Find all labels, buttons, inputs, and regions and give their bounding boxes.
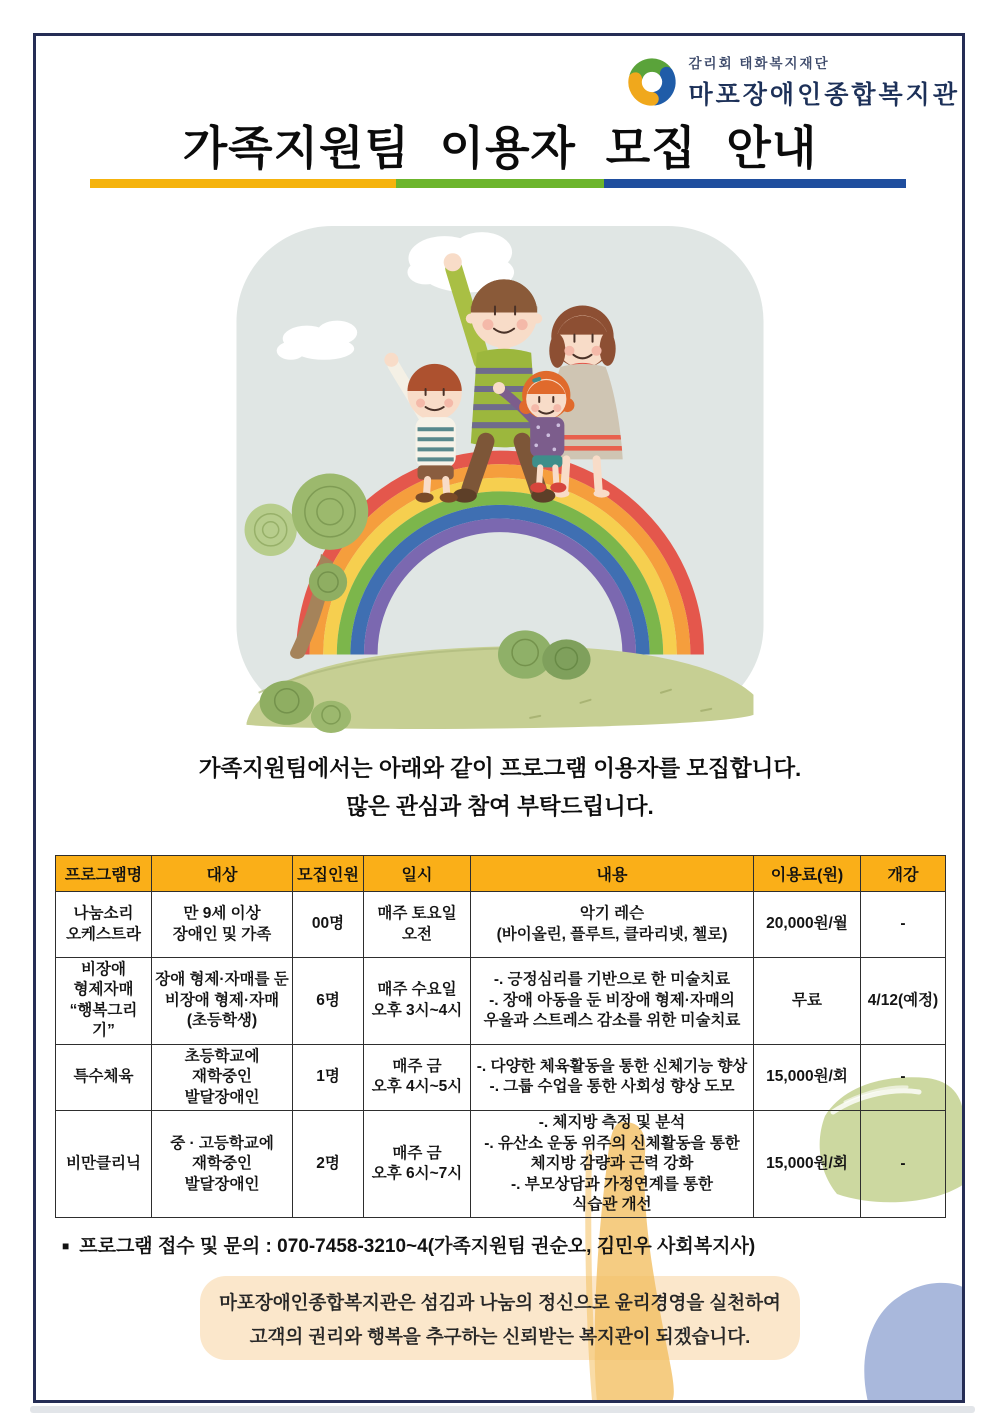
- logo-mark-icon: [625, 55, 679, 109]
- cell-program: 특수체육: [56, 1044, 152, 1110]
- mission-text: 마포장애인종합복지관은 섬김과 나눔의 정신으로 윤리경영을 실천하여 고객의 권리와 행복을 추구하는 신뢰받는 복지관이 되겠습니다.: [219, 1292, 781, 1347]
- scan-edge-artifact: [30, 1406, 975, 1413]
- contact-line: [62, 1231, 755, 1258]
- cell-schedule: 매주 토요일 오전: [364, 892, 471, 958]
- cell-start: -: [861, 892, 946, 958]
- cell-program: 비장애 형제자매 “행복그리기”: [56, 958, 152, 1045]
- cell-content: 악기 레슨 (바이올린, 플루트, 클라리넷, 첼로): [471, 892, 754, 958]
- intro-line-1: 가족지원팀에서는 아래와 같이 프로그램 이용자를 모집합니다.: [198, 756, 802, 781]
- cell-target: 장애 형제·자매를 둔 비장애 형제·자매 (초등학생): [152, 958, 293, 1045]
- column-header-content: 내용: [471, 856, 754, 892]
- cell-fee: 무료: [754, 958, 861, 1045]
- column-header-capacity: 모집인원: [293, 856, 364, 892]
- cell-content: -. 다양한 체육활동을 통한 신체기능 향상 -. 그룹 수업을 통한 사회성 향상 도모: [471, 1044, 754, 1110]
- cell-program: 비만클리닉: [56, 1111, 152, 1218]
- cell-capacity: 00명: [293, 892, 364, 958]
- logo-org-name: 마포장애인종합복지관: [688, 81, 960, 109]
- cell-schedule: 매주 수요일 오후 3시~4시: [364, 958, 471, 1045]
- program-table-wrap: [55, 855, 946, 1218]
- contact-text: 프로그램 접수 및 문의 : 070-7458-3210~4(가족지원팀 권순오, 김민우 사회복지사): [79, 1236, 756, 1257]
- column-header-start: 개강: [861, 856, 946, 892]
- column-header-fee: 이용료(원): [754, 856, 861, 892]
- cell-content: -. 체지방 측정 및 분석 -. 유산소 운동 위주의 신체활동을 통한 체지방 감량과 근력 강화 -. 부모상담과 가정연계를 통한 식습관 개선: [471, 1111, 754, 1218]
- table-header-row: [56, 856, 946, 892]
- logo-text: [688, 52, 960, 111]
- cell-start: -: [861, 1111, 946, 1218]
- deco-blue-blob: [858, 1278, 964, 1402]
- cell-start: -: [861, 1044, 946, 1110]
- family-illustration: [228, 220, 772, 738]
- cell-content: -. 긍정심리를 기반으로 한 미술치료 -. 장애 아동을 둔 비장애 형제·자매의 우울과 스트레스 감소를 위한 미술치료: [471, 958, 754, 1045]
- cell-fee: 15,000원/회: [754, 1044, 861, 1110]
- table-row: [56, 958, 946, 1045]
- cell-program: 나눔소리 오케스트라: [56, 892, 152, 958]
- accent-bar-yellow: [90, 179, 396, 188]
- table-row: [56, 1111, 946, 1218]
- logo-foundation-name: 감리회 태화복지재단: [688, 56, 830, 71]
- cell-target: 만 9세 이상 장애인 및 가족: [152, 892, 293, 958]
- cell-target: 초등학교에 재학중인 발달장애인: [152, 1044, 293, 1110]
- table-row: [56, 892, 946, 958]
- table-row: [56, 1044, 946, 1110]
- column-header-target: 대상: [152, 856, 293, 892]
- cell-capacity: 6명: [293, 958, 364, 1045]
- cell-schedule: 매주 금 오후 6시~7시: [364, 1111, 471, 1218]
- cell-capacity: 2명: [293, 1111, 364, 1218]
- accent-bar-green: [396, 179, 604, 188]
- column-header-schedule: 일시: [364, 856, 471, 892]
- logo: [625, 52, 960, 111]
- title-accent-bar: [90, 179, 906, 188]
- cell-schedule: 매주 금 오후 4시~5시: [364, 1044, 471, 1110]
- square-bullet-icon: ■: [62, 1239, 70, 1253]
- program-table: [55, 855, 946, 1218]
- cell-fee: 20,000원/월: [754, 892, 861, 958]
- cell-fee: 15,000원/회: [754, 1111, 861, 1218]
- accent-bar-blue: [604, 179, 906, 188]
- cell-target: 중 · 고등학교에 재학중인 발달장애인: [152, 1111, 293, 1218]
- column-header-program: 프로그램명: [56, 856, 152, 892]
- intro-line-2: 많은 관심과 참여 부탁드립니다.: [346, 794, 654, 819]
- cell-start: 4/12(예정): [861, 958, 946, 1045]
- intro-text: [0, 750, 1000, 826]
- cell-capacity: 1명: [293, 1044, 364, 1110]
- page-title: 가족지원팀 이용자 모집 안내: [182, 122, 818, 174]
